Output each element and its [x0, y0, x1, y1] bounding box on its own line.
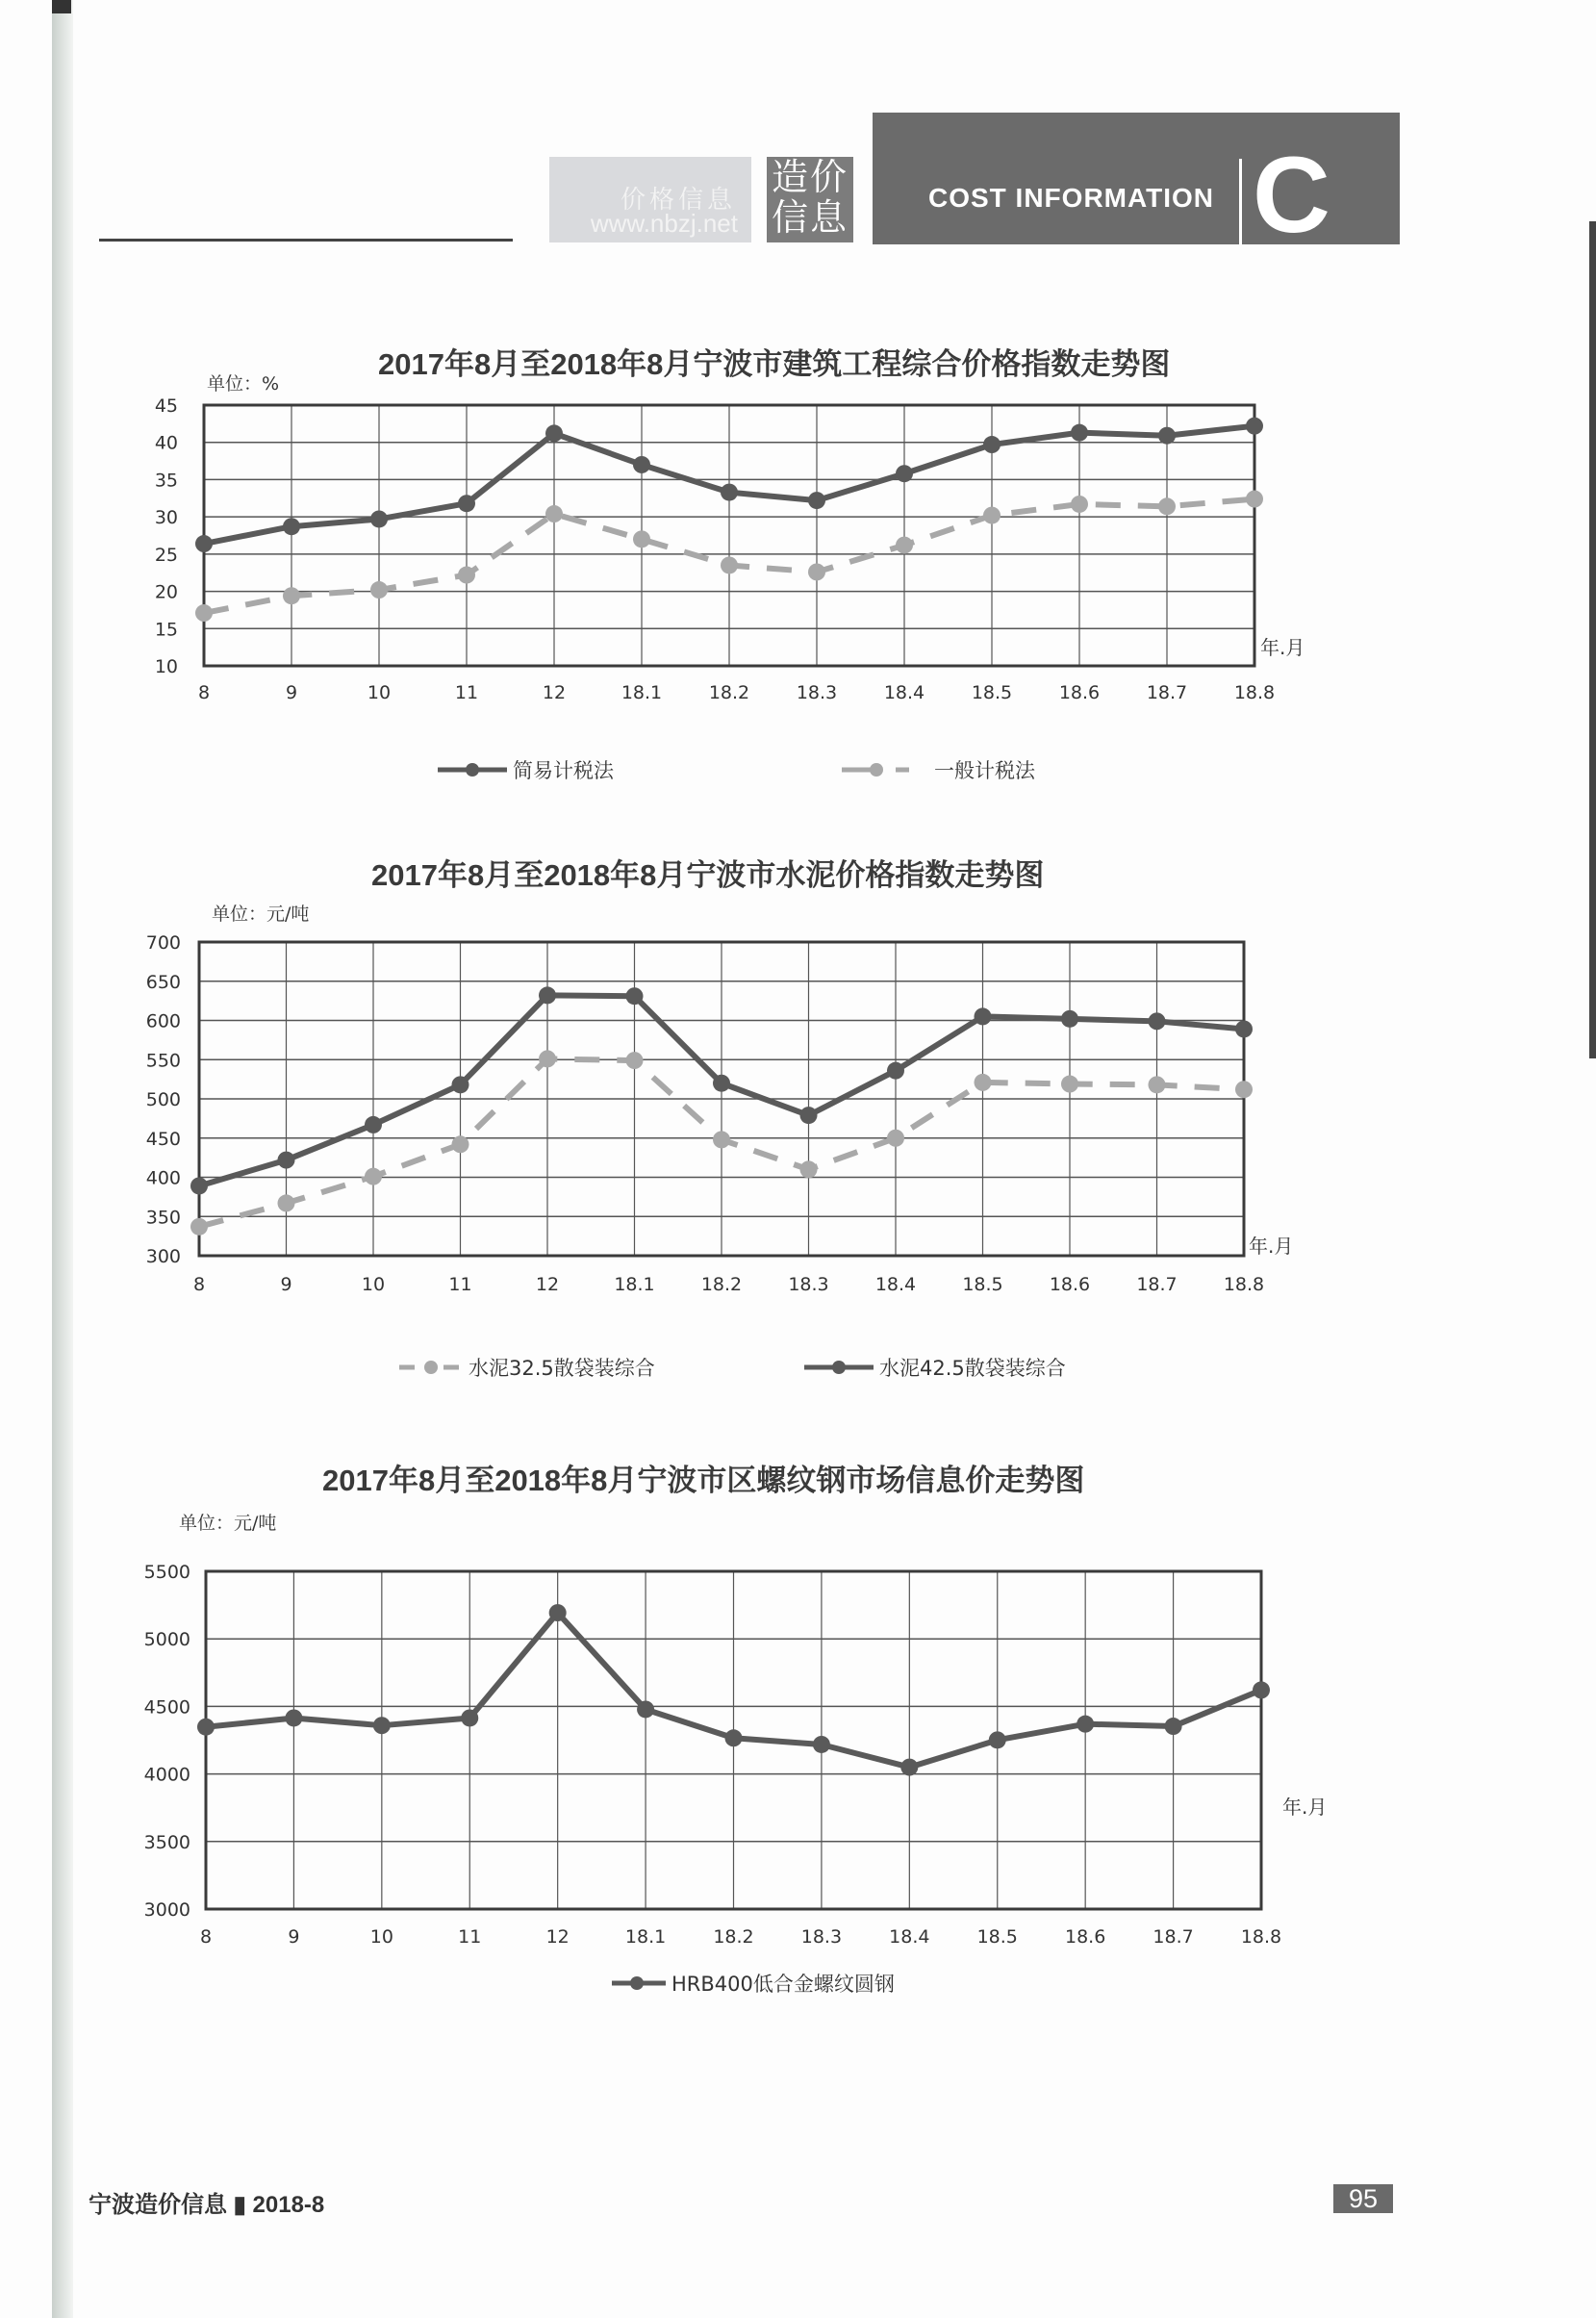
y-tick-label: 40	[154, 432, 178, 454]
y-tick-label: 25	[154, 544, 178, 566]
solid-line-marker-icon	[612, 1975, 666, 1991]
x-tick-label: 18.5	[962, 1274, 1003, 1295]
data-point-marker	[461, 1709, 478, 1726]
y-tick-label: 650	[145, 971, 181, 993]
y-tick-label: 4000	[143, 1764, 190, 1786]
y-tick-label: 15	[154, 619, 178, 641]
page-number: 95	[1333, 2184, 1393, 2213]
y-tick-label: 500	[145, 1089, 181, 1110]
x-tick-label: 8	[197, 682, 211, 703]
x-tick-label: 12	[535, 1274, 560, 1295]
y-tick-label: 35	[154, 470, 178, 492]
chart2-legend-label-0: 水泥32.5散袋装综合	[469, 1357, 655, 1380]
x-tick-label: 18.5	[971, 682, 1013, 703]
x-tick-label: 18.6	[1058, 682, 1101, 703]
chart3-unit-label: 单位：元/吨	[179, 1513, 277, 1534]
section-letter: C	[1253, 135, 1330, 255]
x-tick-label: 10	[369, 1926, 393, 1948]
x-axis-label: 年.月	[1282, 1796, 1328, 1819]
y-tick-label: 5000	[143, 1629, 190, 1651]
data-point-marker	[373, 1717, 391, 1734]
data-point-marker	[813, 1736, 830, 1753]
x-tick-label: 12	[542, 682, 567, 703]
site-box-url: www.nbzj.net	[590, 209, 738, 238]
x-tick-label: 18.3	[796, 682, 838, 703]
x-tick-label: 18.4	[889, 1926, 930, 1948]
y-tick-label: 30	[154, 507, 178, 529]
data-point-marker	[725, 1729, 743, 1746]
x-tick-label: 18.5	[976, 1926, 1018, 1948]
x-tick-label: 11	[448, 1274, 472, 1295]
chart3-legend-item-0	[612, 1969, 895, 1998]
x-tick-label: 18.8	[1240, 1926, 1282, 1948]
x-tick-label: 8	[199, 1926, 213, 1948]
x-tick-label: 12	[545, 1926, 570, 1948]
chart2-legend-label-1: 水泥42.5散袋装综合	[879, 1357, 1066, 1380]
footer-publication: 宁波造价信息 ▮ 2018-8	[89, 2192, 325, 2218]
x-tick-label: 18.7	[1146, 682, 1188, 703]
x-axis-label: 年.月	[1260, 636, 1305, 659]
x-tick-label: 18.3	[800, 1926, 843, 1948]
x-tick-label: 9	[288, 1926, 300, 1948]
site-box-title: 价格信息	[620, 186, 736, 215]
x-tick-label: 18.4	[883, 682, 925, 703]
x-tick-label: 18.8	[1223, 1274, 1265, 1295]
x-tick-label: 18.2	[713, 1926, 754, 1948]
x-tick-label: 8	[192, 1274, 206, 1295]
y-tick-label: 300	[145, 1246, 181, 1267]
x-tick-label: 18.8	[1233, 682, 1276, 703]
chart3-title: 2017年8月至2018年8月宁波市区螺纹钢市场信息价走势图	[322, 1464, 1085, 1497]
y-tick-label: 4500	[143, 1696, 190, 1719]
x-tick-label: 18.6	[1049, 1274, 1091, 1295]
y-tick-label: 10	[154, 656, 178, 677]
y-tick-label: 550	[145, 1050, 181, 1072]
brand-line-2: 信息	[771, 196, 849, 239]
x-tick-label: 18.2	[700, 1274, 743, 1295]
data-point-marker	[197, 1719, 215, 1736]
chart1-legend-label-1: 一般计税法	[934, 759, 1035, 782]
x-tick-label: 9	[285, 682, 298, 703]
x-tick-label: 18.7	[1136, 1274, 1178, 1295]
chart1-unit-label: 单位：%	[207, 373, 280, 395]
brand-line-1: 造价	[771, 156, 849, 198]
x-tick-label: 18.6	[1065, 1926, 1106, 1948]
x-tick-label: 18.3	[788, 1274, 829, 1295]
data-point-marker	[1165, 1718, 1182, 1735]
x-tick-label: 18.1	[621, 682, 663, 703]
y-tick-label: 5500	[143, 1562, 190, 1583]
x-tick-label: 18.7	[1153, 1926, 1194, 1948]
data-point-marker	[1253, 1681, 1270, 1698]
x-axis-label: 年.月	[1249, 1235, 1294, 1258]
y-tick-label: 20	[154, 581, 178, 603]
x-tick-label: 18.1	[614, 1274, 655, 1295]
x-tick-label: 18.1	[624, 1926, 667, 1948]
y-tick-label: 700	[145, 932, 181, 954]
x-tick-label: 18.4	[874, 1274, 917, 1295]
chart1-title: 2017年8月至2018年8月宁波市建筑工程综合价格指数走势图	[378, 347, 1171, 381]
data-point-marker	[989, 1731, 1006, 1748]
y-tick-label: 3000	[143, 1899, 190, 1921]
data-point-marker	[900, 1759, 918, 1776]
chart1-legend-label-0: 简易计税法	[513, 759, 614, 782]
chart2-unit-label: 单位：元/吨	[212, 904, 310, 925]
x-tick-label: 10	[361, 1274, 386, 1295]
chart2-title: 2017年8月至2018年8月宁波市水泥价格指数走势图	[371, 858, 1045, 892]
y-tick-label: 3500	[143, 1831, 190, 1853]
y-tick-label: 350	[145, 1207, 181, 1229]
x-tick-label: 10	[367, 682, 392, 703]
y-tick-label: 450	[145, 1128, 181, 1150]
x-tick-label: 11	[458, 1926, 482, 1948]
section-label: COST INFORMATION	[928, 183, 1215, 213]
data-point-marker	[285, 1709, 302, 1726]
data-point-marker	[549, 1604, 567, 1621]
x-tick-label: 9	[280, 1274, 292, 1295]
y-tick-label: 45	[154, 395, 178, 417]
data-point-marker	[637, 1700, 654, 1718]
chart3-legend-label-0: HRB400低合金螺纹圆钢	[671, 1973, 895, 1996]
y-tick-label: 400	[145, 1167, 181, 1189]
data-point-marker	[1077, 1716, 1094, 1733]
x-tick-label: 18.2	[708, 682, 750, 703]
x-tick-label: 11	[454, 682, 479, 703]
y-tick-label: 600	[145, 1010, 181, 1032]
